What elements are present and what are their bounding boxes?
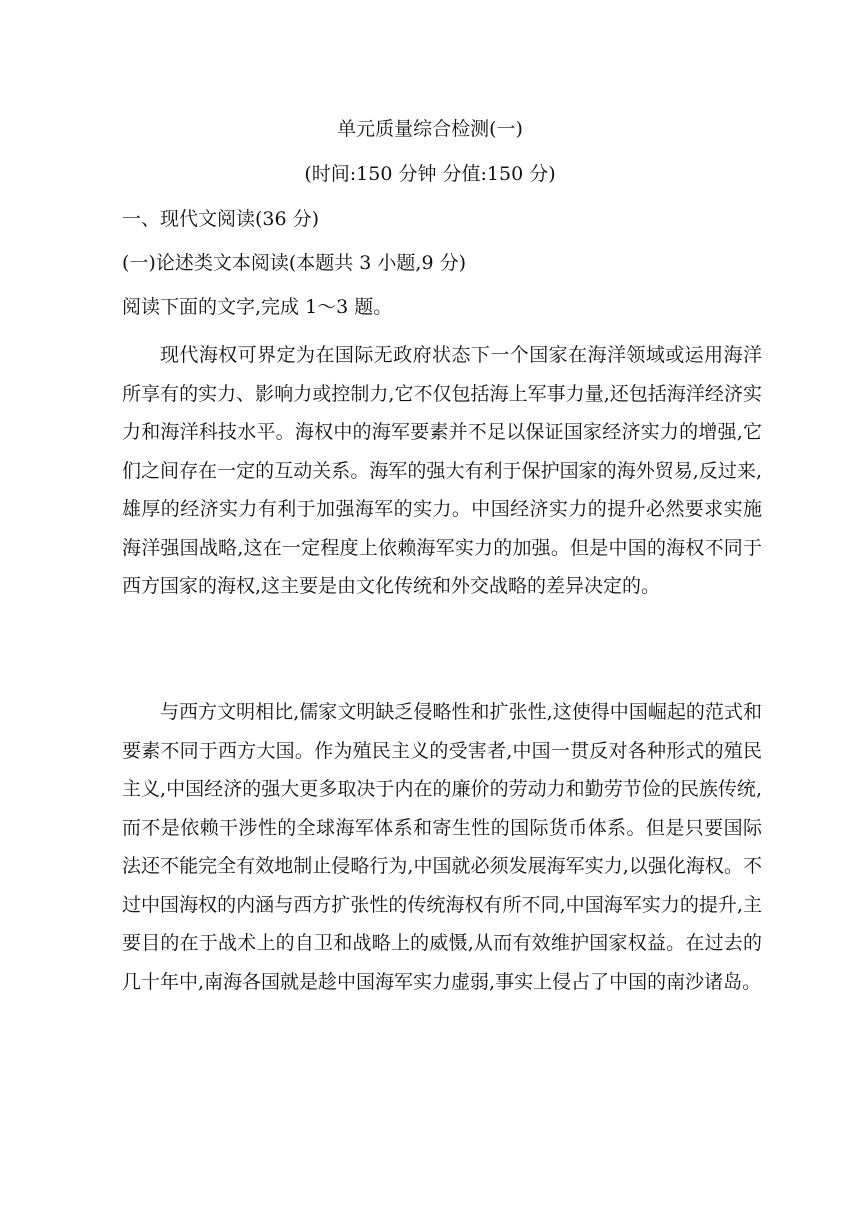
section-heading: 一、现代文阅读(36 分) [122, 208, 320, 230]
paragraph-2: 与西方文明相比,儒家文明缺乏侵略性和扩张性,这使得中国崛起的范式和要素不同于西方大国。作为殖民主义的受害者,中国一贯反对各种形式的殖民主义,中国经济的强大更多取决于内在的廉价的劳动力和勤劳节俭的民族传统,而不是依赖干涉性的全球海军体系和寄生性的国际货币体系。但是只要国际法还不能完全有效地制止侵略行为,中国就必须发展海军实力,以强化海权。不过中国海权的内涵与西方扩张性的传统海权有所不同,中国海军实力的提升,主要目的在于战术上的自卫和战略上的威慑,从而有效维护国家权益。在过去的几十年中,南海各国就是趁中国海军实力虚弱,事实上侵占了中国的南沙诸岛。 [122, 701, 762, 993]
document-title: 单元质量综合检测(一) [337, 118, 523, 140]
reading-instruction: 阅读下面的文字,完成 1～3 题。 [122, 296, 393, 318]
document-subtitle: (时间:150 分钟 分值:150 分) [304, 163, 556, 185]
paragraph-1: 现代海权可界定为在国际无政府状态下一个国家在海洋领域或运用海洋所享有的实力、影响力或控制力,它不仅包括海上军事力量,还包括海洋经济实力和海洋科技水平。海权中的海军要素并不足以保证国家经济实力的增强,它们之间存在一定的互动关系。海军的强大有利于保护国家的海外贸易,反过来,雄厚的经济实力有利于加强海军的实力。中国经济实力的提升必然要求实施海洋强国战略,这在一定程度上依赖海军实力的加强。但是中国的海权不同于西方国家的海权,这主要是由文化传统和外交战略的差异决定的。 [122, 344, 762, 597]
subsection-heading: (一)论述类文本阅读(本题共 3 小题,9 分) [122, 252, 466, 274]
